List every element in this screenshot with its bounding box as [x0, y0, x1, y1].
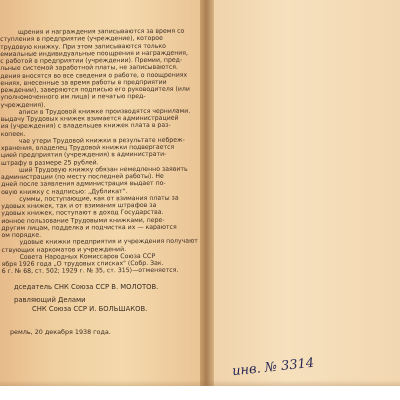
text-line: чае утери Трудовой книжки в результате небреж-: [18, 136, 185, 145]
text-line: другим лицам, подделка и подчистка их — караются: [1, 223, 177, 232]
text-line: трудовую книжку. При этом записываются только: [0, 42, 166, 51]
text-line: выдачу Трудовых книжек взимается администрацией: [0, 114, 179, 123]
decree-text: [0, 28, 206, 276]
text-line: ствующих наркоматов и учреждений.: [1, 245, 127, 254]
text-line: удовых книжек, поступают в доход Государства.: [1, 209, 164, 218]
text-line: ионное пользование Трудовыми книжками, пере-: [1, 216, 165, 225]
text-line: ступления в предприятие (учреждение), которое: [0, 35, 163, 44]
text-line: ия (учреждения) с владельцев книжек плата в раз-: [0, 122, 171, 131]
text-line: ениях, внесенные за время работы в предприятии: [0, 78, 167, 87]
text-line: администрации (по месту последней работы). Не: [1, 172, 164, 181]
text-line: ом порядке.: [1, 231, 42, 239]
text-line: копеек.: [0, 130, 26, 138]
signature-manager: СНК Союза ССР И. БОЛЬШАКОВ.: [32, 305, 148, 313]
text-line: щрения и награждения записываются за время со: [17, 27, 185, 36]
text-line: реждении), заверяются подписью его руководителя (или: [0, 85, 190, 94]
text-line: удовые книжки предприятия и учреждения получают: [19, 237, 198, 247]
text-line: дней после заявления администрация выдает по-: [1, 180, 166, 189]
text-line: удовых книжек, так и от взимания штрафов за: [1, 201, 157, 210]
text-line: учреждения).: [0, 101, 46, 109]
text-line: емиальные индивидуальные поощрения и награждения,: [0, 49, 189, 58]
text-line: штрафу в размере 25 рублей.: [0, 158, 99, 167]
handwritten-inventory-note: инв. № 3314: [231, 355, 315, 380]
text-line: с работой в предприятии (учреждении). Премии, пред-: [0, 56, 183, 65]
signature-manager-title: равляющий Делами: [14, 296, 86, 304]
text-line: льные системой заработной платы, не записываются.: [0, 64, 178, 73]
text-line: 6 г. № 68, ст. 502; 1929 г. № 35, ст. 315)—отменяется.: [1, 267, 179, 276]
text-line: ября 1926 года „О трудовых списках" (Собр. Зак.: [1, 259, 164, 268]
signature-chairman: дседатель СНК Союза ССР В. МОЛОТОВ.: [14, 283, 159, 291]
text-line: дения вносятся во все сведения о работе, о поощрениях: [0, 71, 188, 80]
right-page: [212, 0, 400, 400]
text-line: уполномоченного им лица) и печатью пред-: [0, 93, 146, 102]
text-line: суммы, поступающие, как от взимания платы за: [19, 194, 179, 203]
text-line: ший Трудовую книжку обязан немедленно заявить: [18, 165, 188, 174]
text-line: Совета Народных Комиссаров Союза ССР: [19, 252, 156, 261]
scan-background: [0, 386, 400, 400]
text-line: хранения, владелец Трудовой книжки подвергается: [0, 143, 175, 152]
text-line: цией предприятия (учреждения) в администрати-: [0, 151, 167, 160]
text-line: овую книжку с надписью: „Дубликат".: [1, 187, 128, 196]
text-line: аписи в Трудовой книжке производятся чернилами.: [18, 107, 191, 116]
place-date: ремль, 20 декабря 1938 года.: [10, 328, 111, 336]
